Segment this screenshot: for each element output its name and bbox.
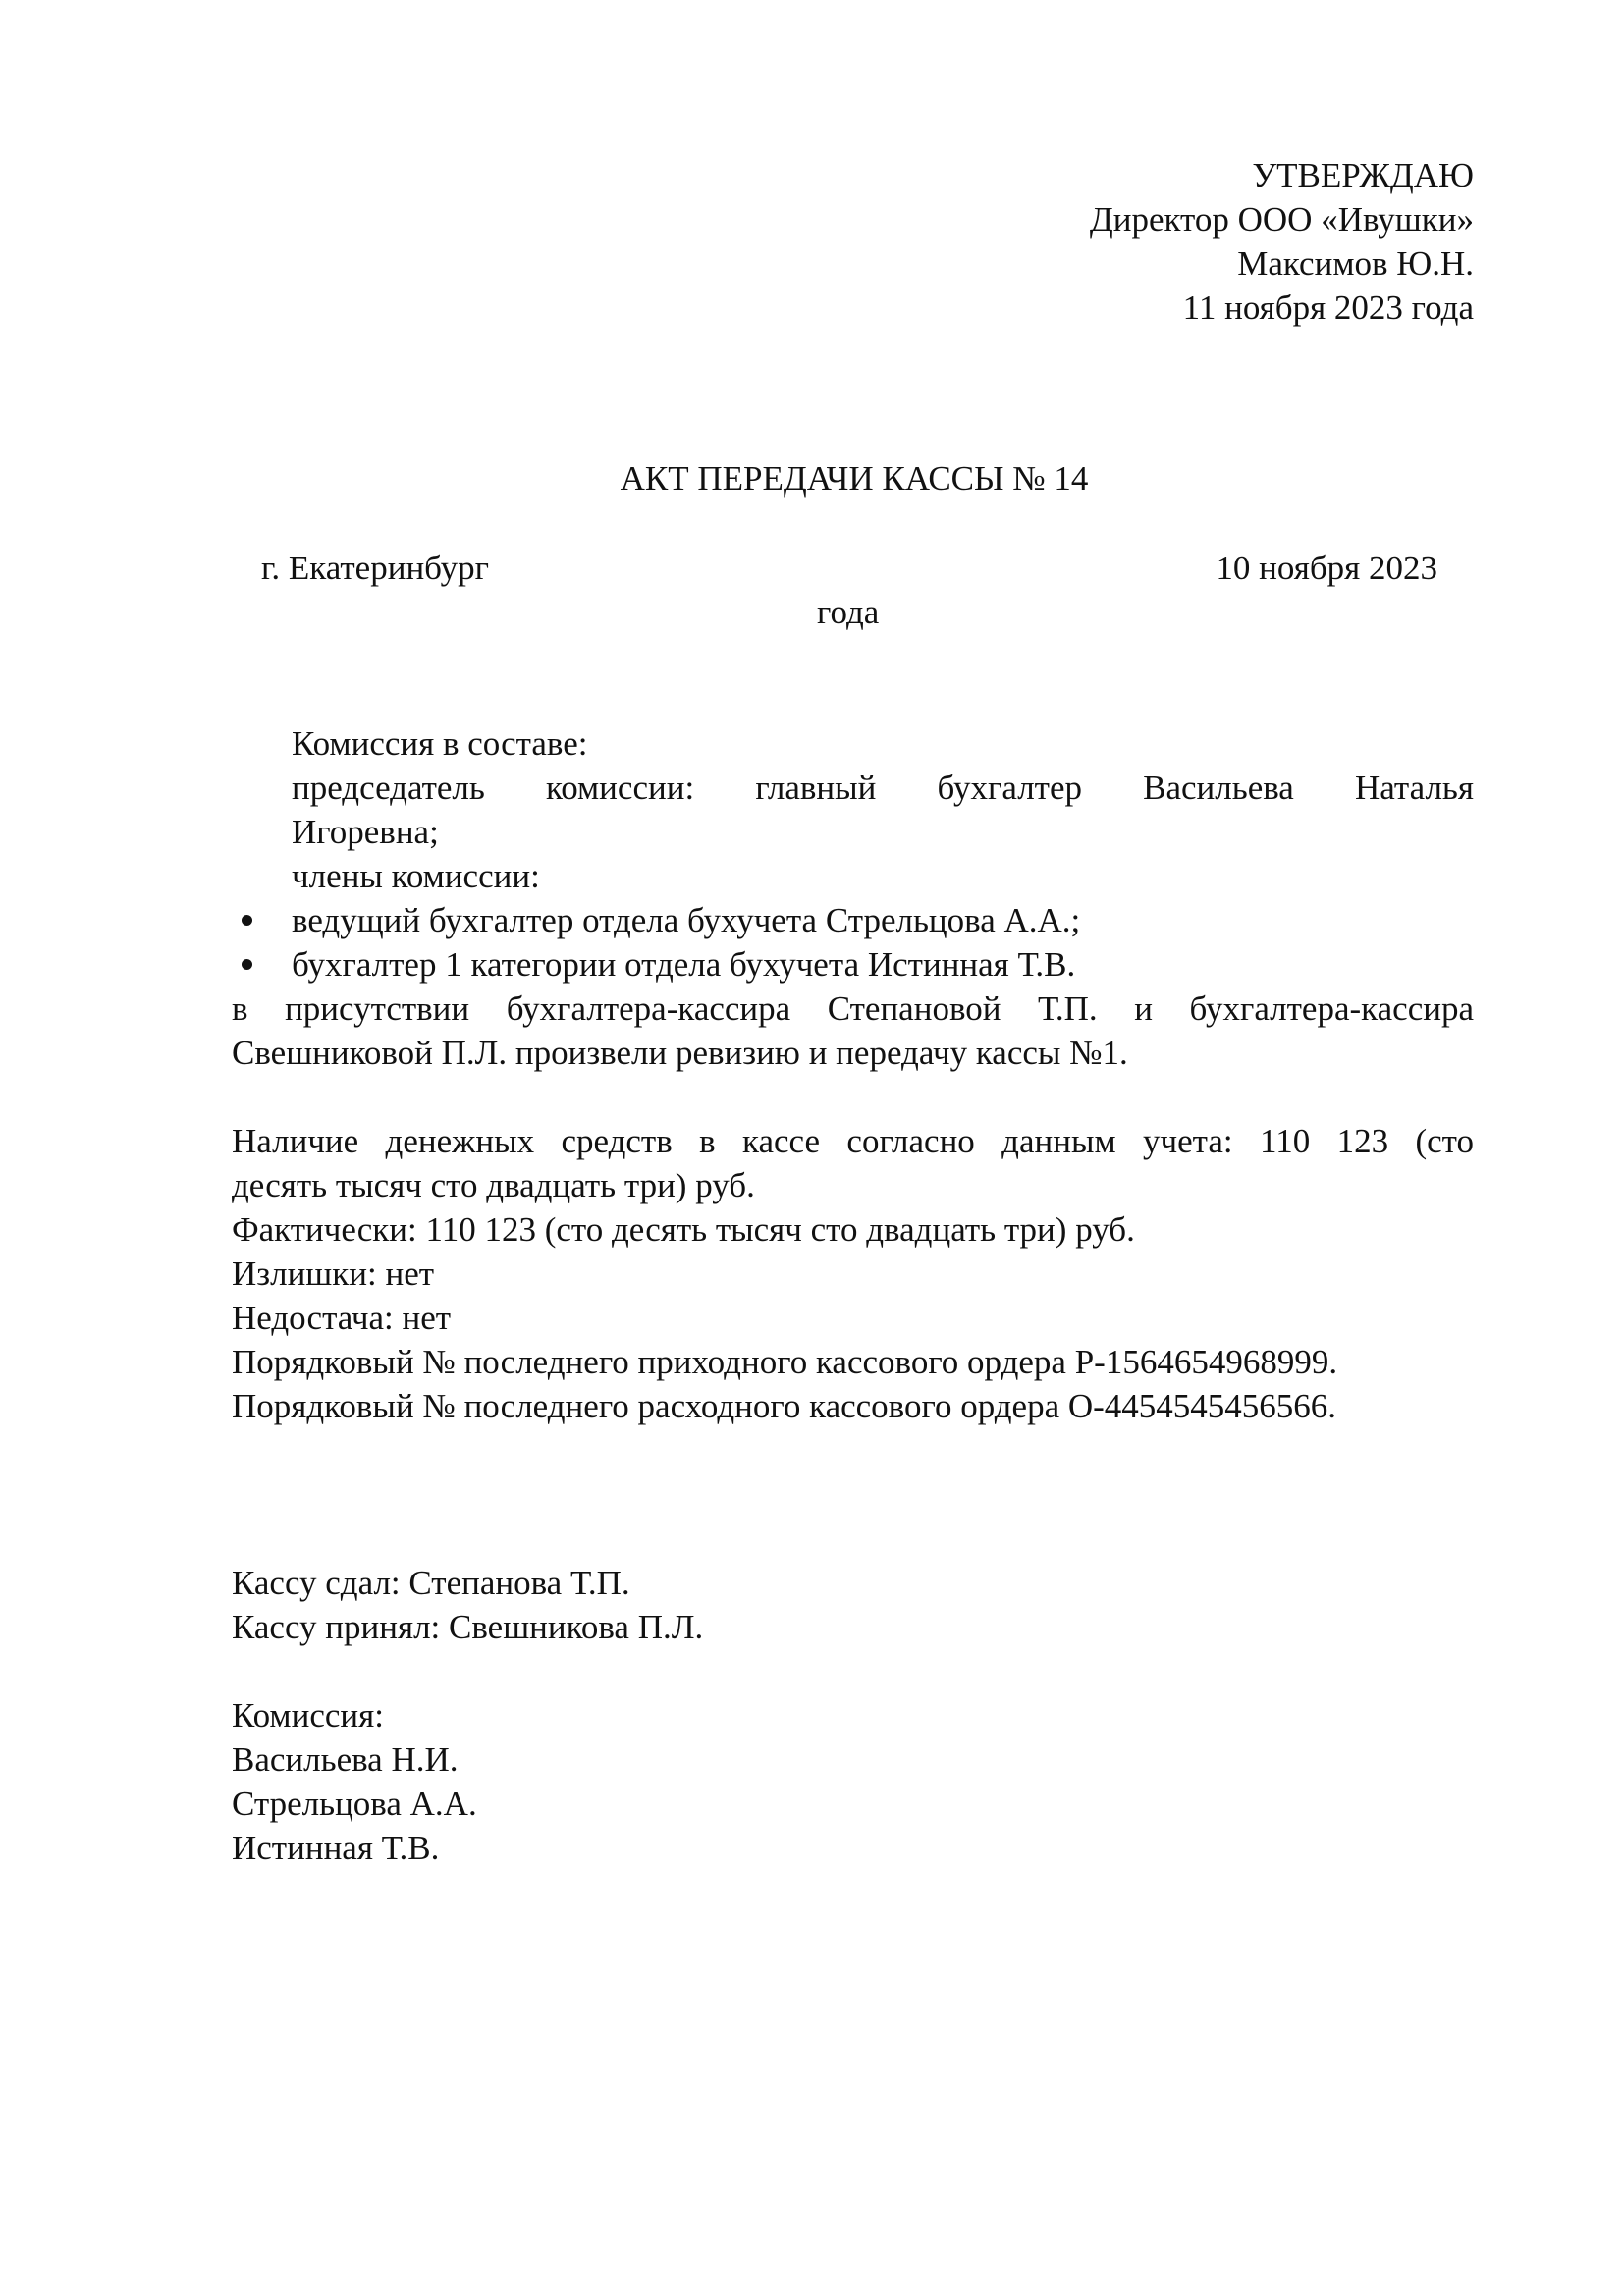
signatures-label: Комиссия: — [232, 1696, 384, 1735]
approval-name: Максимов Ю.Н. — [1237, 244, 1474, 283]
approval-heading: УТВЕРЖДАЮ — [1252, 156, 1474, 194]
act-place: г. Екатеринбург — [261, 549, 490, 587]
chair-surname: Васильева — [1143, 769, 1294, 807]
members-label: члены комиссии: — [292, 857, 540, 895]
chair-patronymic: Игоревна; — [292, 813, 439, 851]
signature-name: Васильева Н.И. — [232, 1740, 459, 1779]
last-receipt-order: Порядковый № последнего приходного кассового ордера Р-1564654968999. — [232, 1343, 1338, 1381]
chair-role: главный бухгалтер — [755, 769, 1082, 807]
spacer — [232, 1428, 1474, 1561]
chair-firstname: Наталья — [1355, 769, 1474, 807]
cash-received-by: Кассу принял: Свешникова П.Л. — [232, 1608, 704, 1646]
member-text: бухгалтер 1 категории отдела бухучета Истинная Т.В. — [292, 945, 1076, 984]
list-item — [232, 898, 1474, 942]
spacer — [232, 1649, 1474, 1693]
cash-line-1: Наличие денежных средств в кассе согласно данным учета: 110 123 (сто — [232, 1122, 1474, 1160]
approval-block — [786, 153, 1474, 330]
surplus: Излишки: нет — [232, 1255, 435, 1293]
bullet-icon — [242, 959, 252, 970]
commission-chair-line — [232, 766, 1474, 810]
signature-name: Стрельцова А.А. — [232, 1785, 477, 1823]
cash-line-2: десять тысяч сто двадцать три) руб. — [232, 1166, 755, 1204]
spacer — [232, 1075, 1474, 1119]
last-expense-order: Порядковый № последнего расходного кассового ордера О-4454545456566. — [232, 1387, 1337, 1425]
list-item — [232, 942, 1474, 987]
actual-cash: Фактически: 110 123 (сто десять тысяч сто двадцать три) руб. — [232, 1210, 1135, 1249]
act-date: 10 ноября 2023 — [1216, 549, 1437, 587]
signature-name: Истинная Т.В. — [232, 1829, 440, 1867]
commission-intro: Комиссия в составе: — [292, 724, 588, 763]
presence-line-2: Свешниковой П.Л. произвели ревизию и передачу кассы №1. — [232, 1034, 1128, 1072]
bullet-icon — [242, 915, 252, 926]
approval-position: Директор ООО «Ивушки» — [1089, 200, 1474, 239]
act-date-suffix: года — [817, 593, 880, 631]
document-title: АКТ ПЕРЕДАЧИ КАССЫ № 14 — [620, 459, 1089, 498]
cash-given-by: Кассу сдал: Степанова Т.П. — [232, 1564, 630, 1602]
shortage: Недостача: нет — [232, 1299, 452, 1337]
chair-label: председатель комиссии: — [292, 769, 695, 807]
member-text: ведущий бухгалтер отдела бухучета Стрельцова А.А.; — [292, 901, 1081, 939]
approval-date: 11 ноября 2023 года — [1182, 289, 1474, 327]
document-body — [232, 721, 1474, 1870]
presence-line-1: в присутствии бухгалтера-кассира Степановой Т.П. и бухгалтера-кассира — [232, 989, 1474, 1028]
